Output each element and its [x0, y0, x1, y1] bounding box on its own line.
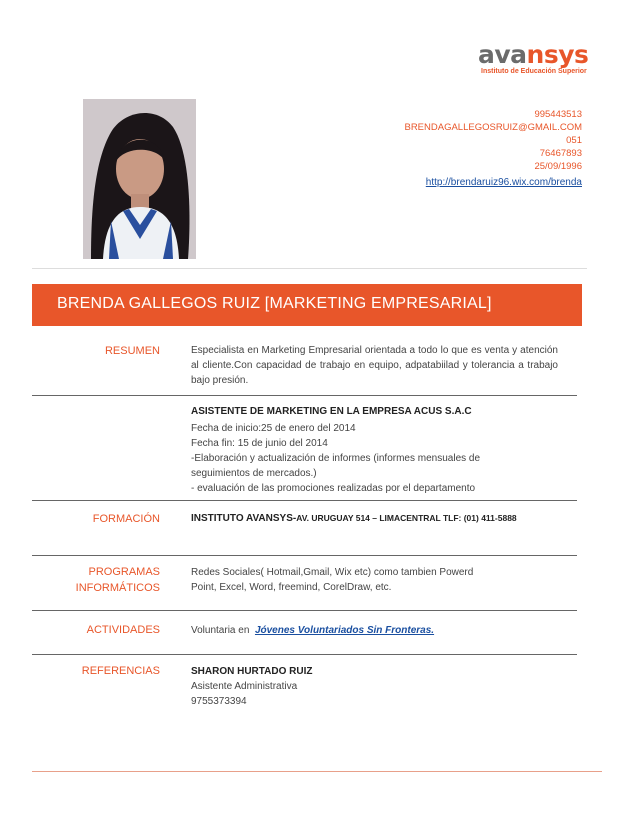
experience-task-2: - evaluación de las promociones realizadas por el departamento	[191, 483, 476, 494]
institute-name: INSTITUTO AVANSYS-	[191, 513, 297, 524]
experience-block	[191, 404, 558, 496]
name-title-bar: BRENDA GALLEGOS RUIZ [MARKETING EMPRESARIAL]	[32, 284, 582, 326]
logo-subtitle: Instituto de Educación Superior	[481, 68, 587, 75]
code-text: 051	[566, 135, 582, 146]
logo-wordmark: avansys	[478, 40, 589, 69]
reference-name: SHARON HURTADO RUIZ	[191, 666, 313, 677]
programas-label	[24, 564, 160, 596]
contact-block	[404, 108, 582, 189]
referencias-block	[191, 664, 558, 709]
section-divider	[32, 395, 577, 396]
resumen-label: RESUMEN	[104, 345, 160, 357]
programas-label-line1: PROGRAMAS	[88, 566, 160, 578]
resumen-text: Especialista en Marketing Empresarial orientada a todo lo que es venta y atención al cliente.Con capacidad de trabajo en equipo, adpatabiilad y tolerancia a trabajo bajo presión.	[191, 345, 558, 386]
institute-address: AV. URUGUAY 514 – LIMACENTRAL TLF: (01) 411-5888	[296, 513, 517, 523]
experience-title: ASISTENTE DE MARKETING EN LA EMPRESA ACUS S.A.C	[191, 406, 472, 417]
section-divider	[32, 654, 577, 655]
reference-phone: 9755373394	[191, 696, 247, 707]
email-text: BRENDAGALLEGOSRUIZ@GMAIL.COM	[404, 122, 582, 133]
programas-text: Redes Sociales( Hotmail,Gmail, Wix etc) como tambien Powerd Point, Excel, Word, freemind, CorelDraw, etc.	[191, 567, 474, 593]
birthdate-text: 25/09/1996	[534, 161, 582, 172]
actividades-prefix: Voluntaria en	[191, 625, 250, 636]
section-divider	[32, 610, 577, 611]
formacion-label: FORMACIÓN	[92, 513, 160, 525]
section-divider	[32, 500, 577, 501]
profile-photo	[83, 99, 196, 259]
reference-role: Asistente Administrativa	[191, 681, 298, 692]
website-link[interactable]: http://brendaruiz96.wix.com/brenda	[425, 177, 582, 188]
experience-task-1: -Elaboración y actualización de informes (informes mensuales de seguimientos de mercados.)	[191, 453, 481, 479]
programas-label-line2: INFORMÁTICOS	[75, 582, 160, 594]
voluntariado-link[interactable]: Jóvenes Voluntariados Sin Fronteras.	[254, 625, 435, 636]
phone-text: 995443513	[534, 109, 582, 120]
formacion-text	[191, 511, 571, 526]
section-divider	[32, 555, 577, 556]
experience-start: Fecha de inicio:25 de enero del 2014	[191, 423, 356, 434]
header-divider	[32, 268, 587, 269]
avansys-logo	[478, 42, 608, 82]
footer-divider	[32, 771, 602, 772]
actividades-label: ACTIVIDADES	[86, 624, 160, 636]
actividades-text	[191, 623, 558, 638]
referencias-label: REFERENCIAS	[81, 665, 160, 677]
experience-end: Fecha fin: 15 de junio del 2014	[191, 438, 328, 449]
phone2-text: 76467893	[539, 148, 582, 159]
